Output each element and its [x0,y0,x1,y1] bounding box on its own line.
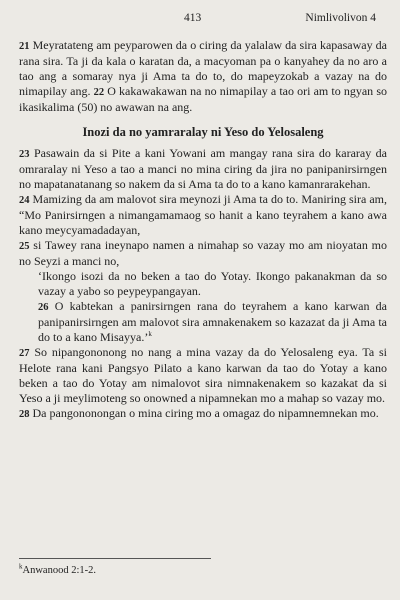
verse-number: 23 [19,149,30,160]
footnote-marker[interactable]: k [148,330,152,338]
quoted-poetry [38,299,387,345]
paragraph [19,406,387,422]
page-number: 413 [184,12,202,24]
verse-number: 25 [19,241,30,252]
verse-number: 24 [19,195,30,206]
paragraph [19,192,387,238]
verse-text: So nipangononong no nang a mina vazay da do Yelosaleng eya. Ta si Helote rana kani Pangsyo Pilato a kano karwan da tao do Yotay a kano beken a tao do Yotay am nimalovot sira nimnakenakem so kazakat da si Yeso a ji meylimoteng so onowned a nipamnekan mo a mahap so vazay mo. [19,345,388,405]
verse-text: Da pangononongan o mina ciring mo a omagaz do nipamnemnekan mo. [32,406,379,420]
verse-text: O kakawakawan na no nimapilay a tao ori am to ngyan so ikasikalima (50) no awawan na ang. [19,84,387,114]
paragraph [19,38,387,115]
body-text [19,38,387,422]
verse-text: Pasawain da si Pite a kani Yowani am mangay rana sira do kararay da omraralay ni Yeso a tao a manci no mina ciring da jira no panipanirsirngen no mapatanatanang so nakem da si Ama ta do to a kano kamanrarakehan. [19,146,388,191]
verse-text: si Tawey rana ineynapo namen a nimahap so vazay mo am nioyatan mo no Seyzi a manci no, [19,238,387,268]
verse-number: 22 [93,87,105,98]
footnote-marker: k [19,562,23,571]
page-header [0,12,400,28]
verse-text: Mamizing da am malovot sira meynozi ji Ama ta do to. Maniring sira am, “Mo Panirsirngen a nimangamamaog so hanit a kano teyrahem a kano awa kano meycyamadadayan, [19,192,388,237]
paragraph [19,238,387,269]
verse-number: 21 [19,41,30,52]
footnote-divider [19,558,211,559]
verse-number: 27 [19,348,30,359]
verse-text: O kabtekan a panirsirngen rana do teyrahem a kano karwan da panipanirsirngen am malovot sira amnakenakem so kazazat da ji Ama ta do to a kano Misayya.’ [38,299,388,344]
book-title: Nimlivolivon 4 [305,12,376,24]
paragraph [19,345,387,406]
footnote [19,564,96,578]
section-heading: Inozi da no yamraralay ni Yeso do Yelosaleng [82,125,324,139]
verse-number: 28 [19,409,30,420]
paragraph [19,146,387,192]
footnote-text: Anwanood 2:1-2. [22,565,96,576]
verse-text: Meyratateng am peyparowen da o ciring da yalalaw da sira kapasaway da rana sira. Ta ji da kala o karatan da, a macyoman pa o kanyahey da no aro a tao ang a somaray nya ji Ama ta do to, do mapeyzokab a vazay na do nimapilay ang. [19,38,388,98]
verse-number: 26 [38,302,49,313]
quoted-poetry: ‘Ikongo isozi da no beken a tao do Yotay. Ikongo pakanakman da so vazay a yabo so peypeypangayan. [38,269,387,298]
